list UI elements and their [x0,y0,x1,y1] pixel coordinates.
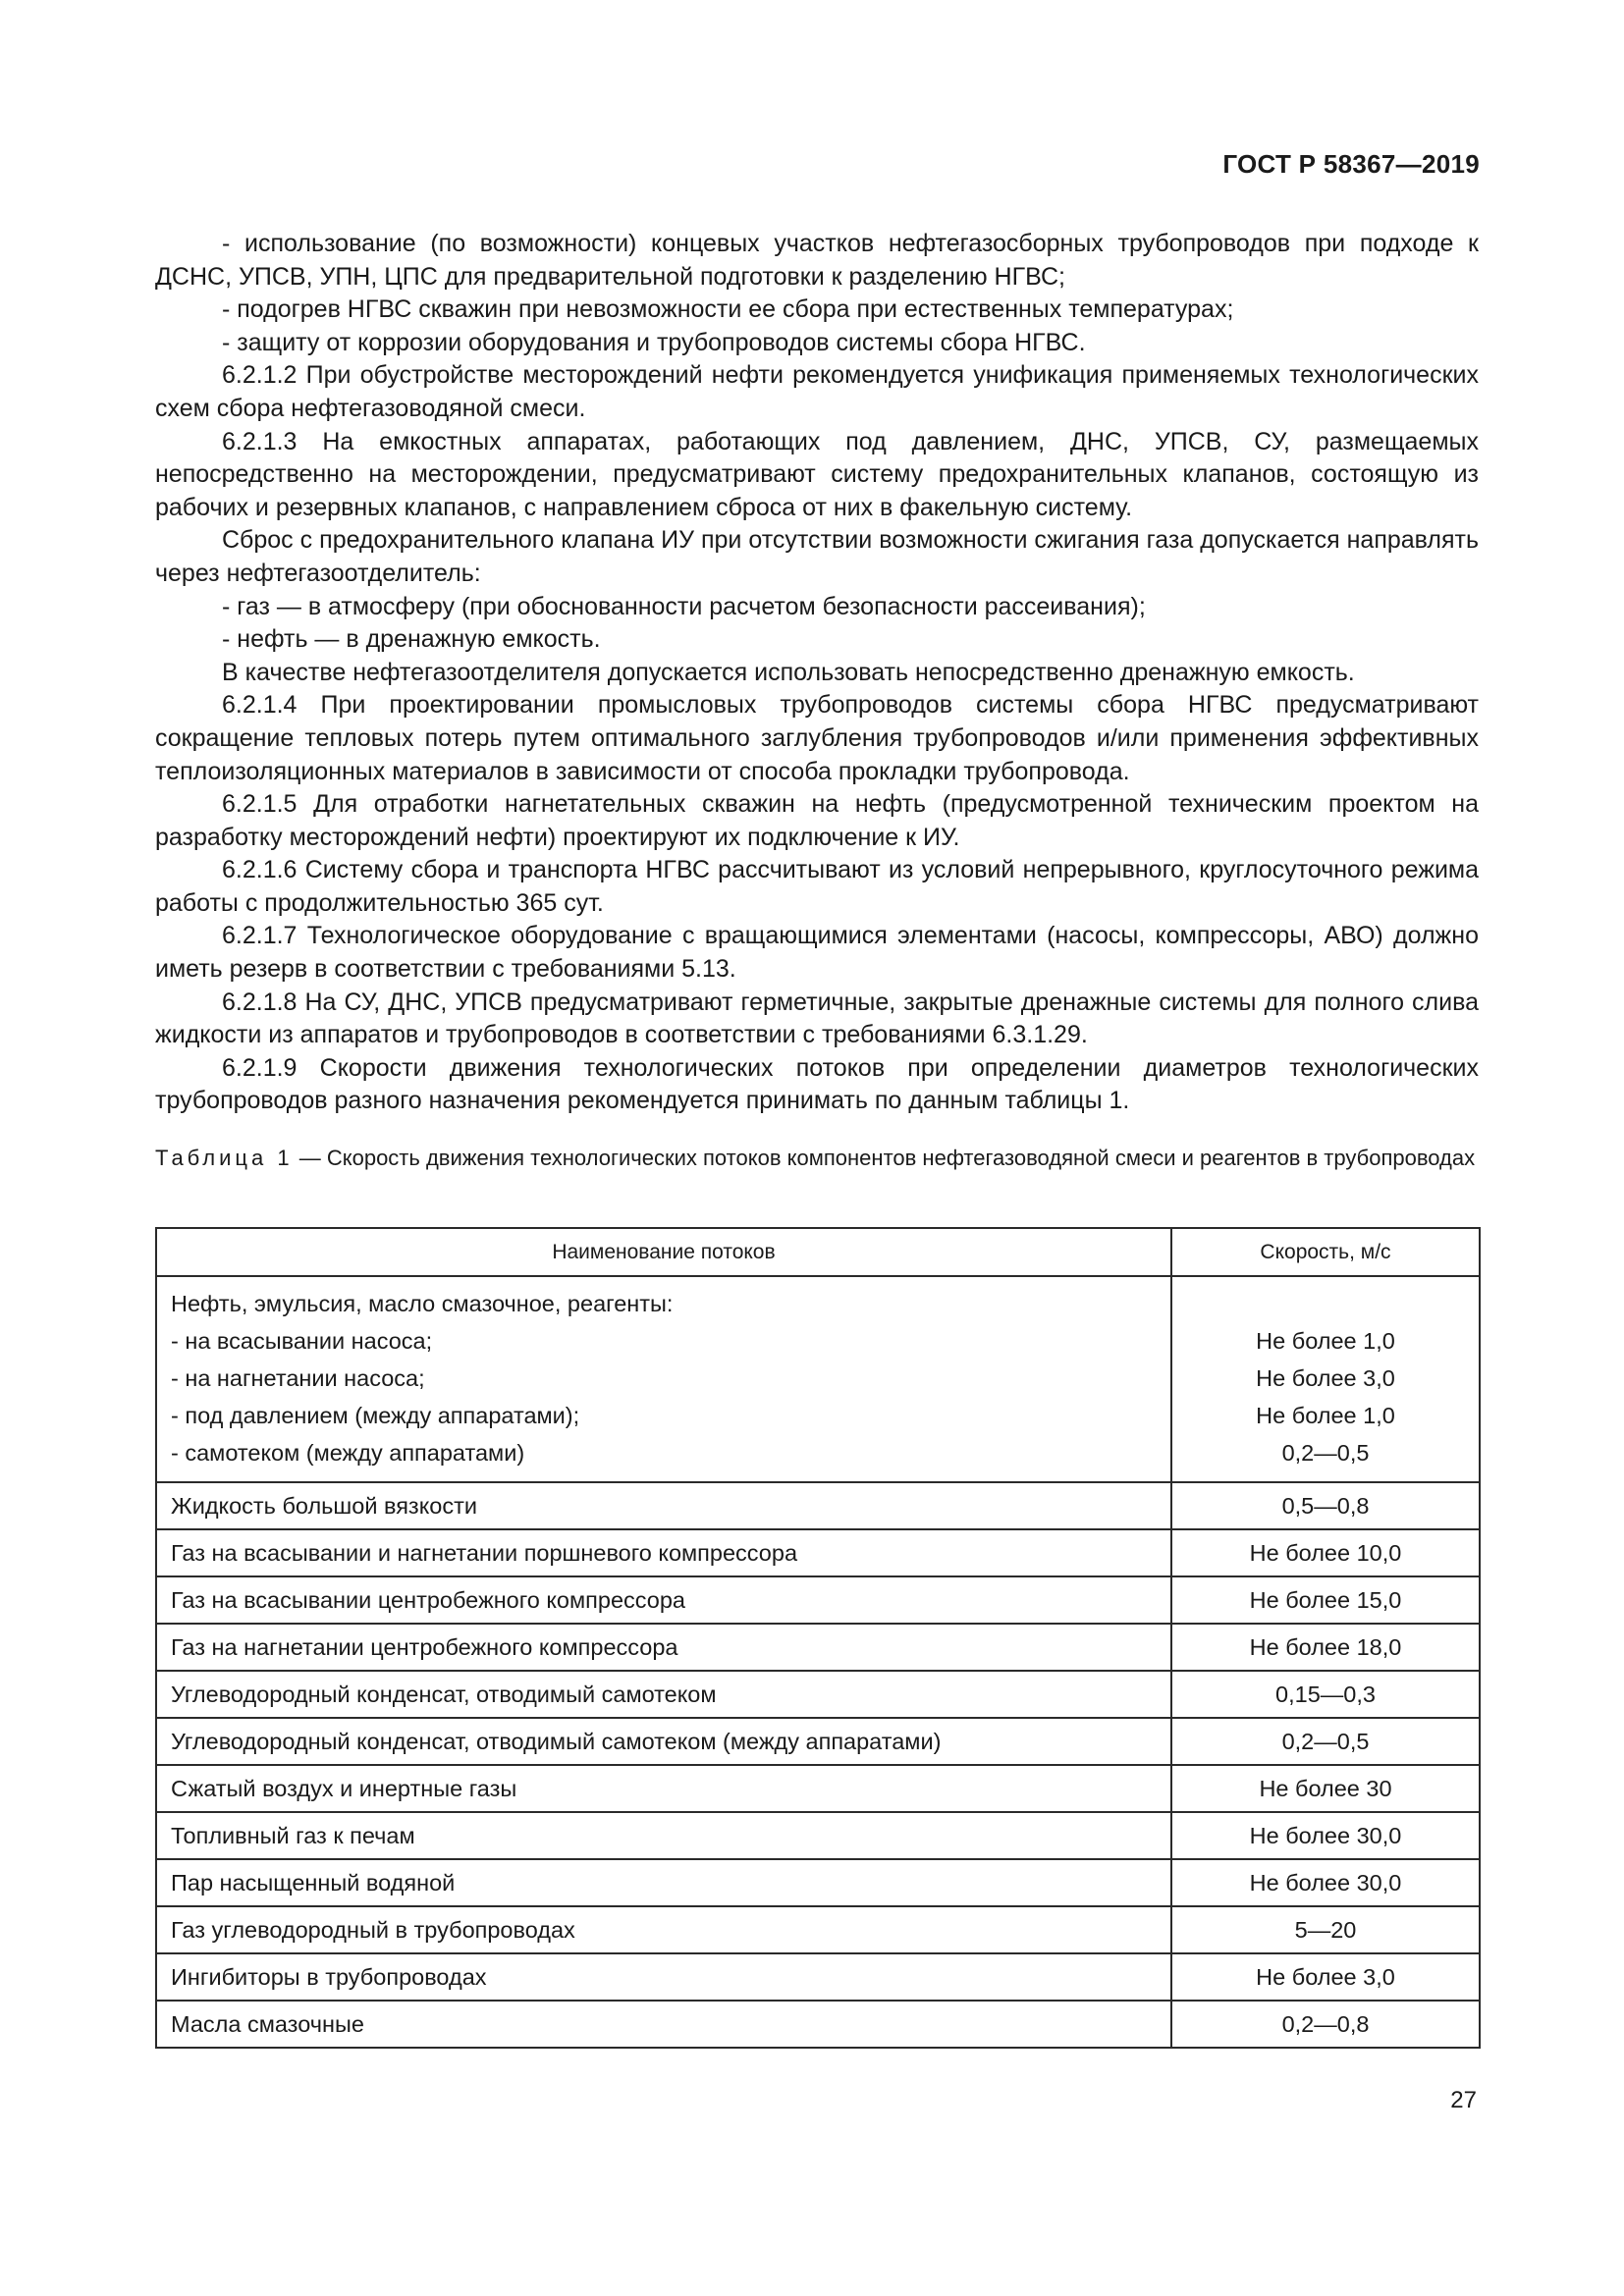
row-value-cell: Не более 15,0 [1171,1576,1480,1624]
group-item-value: 0,2—0,5 [1281,1440,1370,1466]
paragraph: 6.2.1.2 При обустройстве месторождений нефти рекомендуется унификация применяемых технологических схем сбора нефтегазоводяной смеси. [155,361,1479,422]
row-name-cell: Газ на всасывании и нагнетании поршневого компрессора [156,1529,1171,1576]
paragraph: - использование (по возможности) концевых участков нефтегазосборных трубопроводов при подходе к ДСНС, УПСВ, УПН, ЦПС для предварительной подготовки к разделению НГВС; [155,230,1479,291]
table-row [156,1718,1480,1765]
row-value-cell: Не более 30,0 [1171,1859,1480,1906]
row-value-cell: Не более 30,0 [1171,1812,1480,1859]
column-header-speed: Скорость, м/с [1171,1228,1480,1276]
speed-table [155,1227,1481,2049]
paragraph: 6.2.1.4 При проектировании промысловых трубопроводов системы сбора НГВС предусматривают сокращение тепловых потерь путем оптимального заглубления трубопроводов и/или применения эффективных теплоизоляционных материалов в зависимости от способа прокладки трубопровода. [155,691,1479,785]
row-name-cell: Углеводородный конденсат, отводимый самотеком (между аппаратами) [156,1718,1171,1765]
row-name-cell: Пар насыщенный водяной [156,1859,1171,1906]
group-name-cell [156,1276,1171,1482]
table-row [156,2001,1480,2048]
document-id-header: ГОСТ Р 58367—2019 [1222,149,1480,179]
table-caption-text: — Скорость движения технологических потоков компонентов нефтегазоводяной смеси и реагентов в трубопроводах [293,1146,1476,1170]
row-name-cell: Газ на всасывании центробежного компрессора [156,1576,1171,1624]
paragraph: 6.2.1.8 На СУ, ДНС, УПСВ предусматривают герметичные, закрытые дренажные системы для полного слива жидкости из аппаратов и трубопроводов в соответствии с требованиями 6.3.1.29. [155,988,1479,1049]
table-row [156,1812,1480,1859]
body-text [155,228,1479,1118]
row-value-cell: 0,15—0,3 [1171,1671,1480,1718]
row-name-cell: Газ на нагнетании центробежного компрессора [156,1624,1171,1671]
paragraph: В качестве нефтегазоотделителя допускается использовать непосредственно дренажную емкость. [222,658,1355,686]
paragraph: 6.2.1.5 Для отработки нагнетательных скважин на нефть (предусмотренной техническим проектом на разработку месторождений нефти) проектируют их подключение к ИУ. [155,790,1479,851]
table-row [156,1624,1480,1671]
table-row [156,1859,1480,1906]
table-row [156,1482,1480,1529]
table-caption [155,1145,1479,1172]
paragraph: 6.2.1.7 Технологическое оборудование с вращающимися элементами (насосы, компрессоры, АВО) должно иметь резерв в соответствии с требованиями 5.13. [155,922,1479,984]
row-value-cell: 5—20 [1171,1906,1480,1953]
row-value-cell: 0,5—0,8 [1171,1482,1480,1529]
row-value-cell: Не более 18,0 [1171,1624,1480,1671]
group-title: Нефть, эмульсия, масло смазочное, реагенты: [171,1291,674,1316]
table-row-group [156,1276,1480,1482]
table-row [156,1765,1480,1812]
paragraph: - газ — в атмосферу (при обоснованности расчетом безопасности рассеивания); [222,592,1146,620]
page-number: 27 [1450,2087,1477,2113]
table-body [156,1276,1480,2048]
row-value-cell: Не более 10,0 [1171,1529,1480,1576]
row-name-cell: Масла смазочные [156,2001,1171,2048]
group-item-value: Не более 3,0 [1256,1365,1395,1391]
row-name-cell: Углеводородный конденсат, отводимый самотеком [156,1671,1171,1718]
table-row [156,1576,1480,1624]
column-header-name: Наименование потоков [156,1228,1171,1276]
table-row [156,1953,1480,2001]
row-name-cell: Жидкость большой вязкости [156,1482,1171,1529]
row-value-cell: 0,2—0,5 [1171,1718,1480,1765]
row-name-cell: Ингибиторы в трубопроводах [156,1953,1171,2001]
group-item-name: - на нагнетании насоса; [171,1365,425,1391]
table-header-row [156,1228,1480,1276]
table-row [156,1906,1480,1953]
group-item-name: - на всасывании насоса; [171,1328,433,1354]
paragraph: - защиту от коррозии оборудования и трубопроводов системы сбора НГВС. [222,328,1086,356]
table-container [155,1227,1479,2049]
group-title-spacer [1186,1285,1465,1322]
paragraph: - подогрев НГВС скважин при невозможности ее сбора при естественных температурах; [222,295,1234,324]
table-row [156,1529,1480,1576]
group-item-value: Не более 1,0 [1256,1328,1395,1354]
table-row [156,1671,1480,1718]
paragraph: 6.2.1.9 Скорости движения технологических потоков при определении диаметров технологических трубопроводов разного назначения рекомендуется принимать по данным таблицы 1. [155,1053,1479,1115]
row-value-cell: Не более 30 [1171,1765,1480,1812]
group-item-value: Не более 1,0 [1256,1403,1395,1428]
paragraph: Сброс с предохранительного клапана ИУ при отсутствии возможности сжигания газа допускается направлять через нефтегазоотделитель: [155,526,1479,587]
row-name-cell: Газ углеводородный в трубопроводах [156,1906,1171,1953]
paragraph: 6.2.1.6 Систему сбора и транспорта НГВС рассчитывают из условий непрерывного, круглосуточного режима работы с продолжительностью 365 сут. [155,856,1479,917]
row-name-cell: Сжатый воздух и инертные газы [156,1765,1171,1812]
row-value-cell: Не более 3,0 [1171,1953,1480,2001]
paragraph: - нефть — в дренажную емкость. [222,625,601,654]
group-value-cell [1171,1276,1480,1482]
row-name-cell: Топливный газ к печам [156,1812,1171,1859]
group-item-name: - под давлением (между аппаратами); [171,1403,580,1428]
group-item-name: - самотеком (между аппаратами) [171,1440,525,1466]
paragraph: 6.2.1.3 На емкостных аппаратах, работающих под давлением, ДНС, УПСВ, СУ, размещаемых непосредственно на месторождении, предусматривают систему предохранительных клапанов, состоящую из рабочих и резервных клапанов, с направлением сброса от них в факельную систему. [155,427,1479,521]
row-value-cell: 0,2—0,8 [1171,2001,1480,2048]
table-caption-label: Таблица 1 [155,1146,294,1170]
